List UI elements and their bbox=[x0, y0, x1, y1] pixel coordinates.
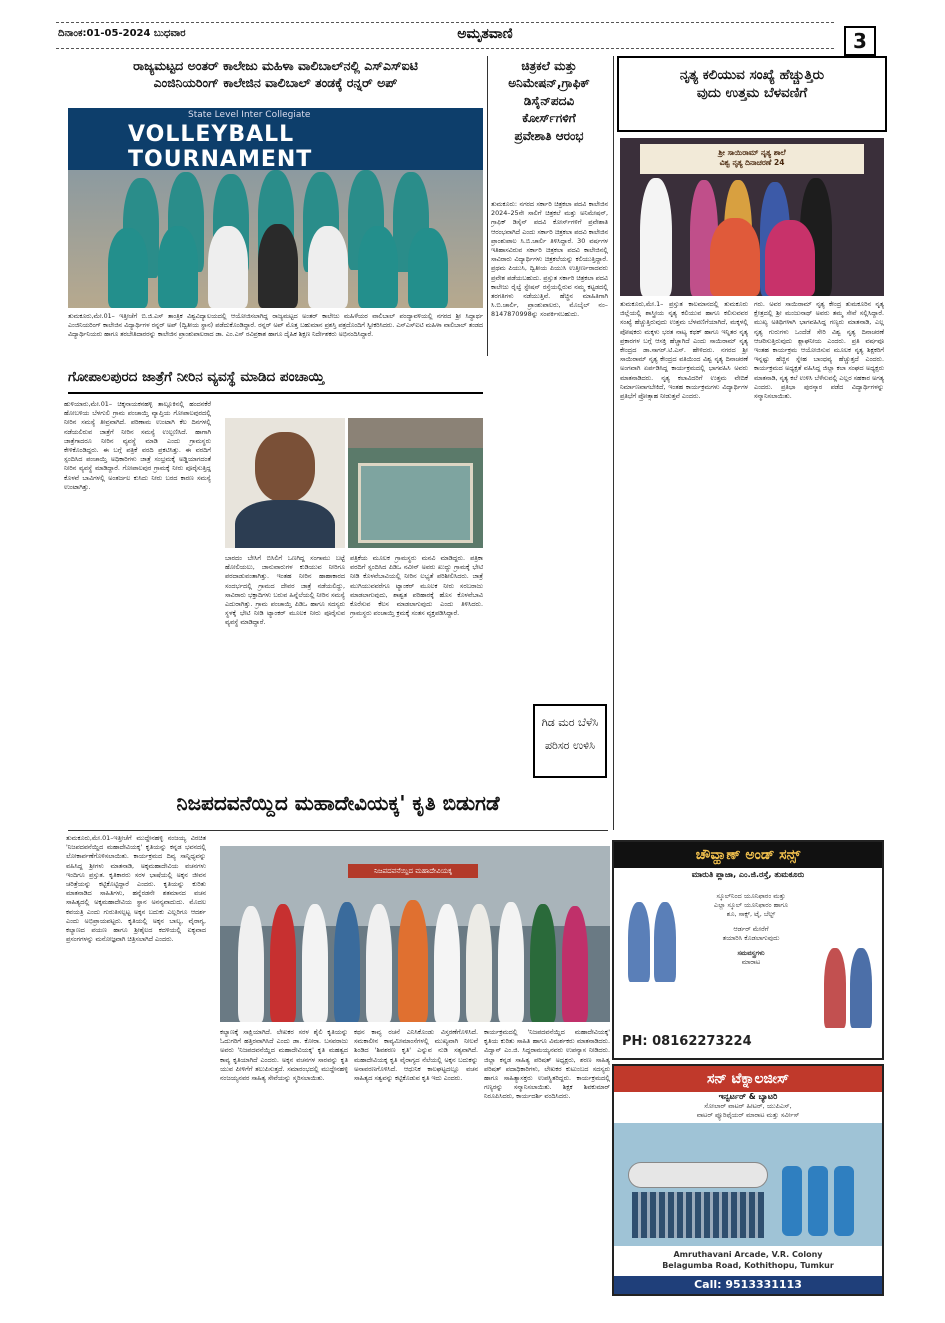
dance-stage-banner-event: ವಿಶ್ವ ನೃತ್ಯ ದಿನಾಚರಣೆ 24 bbox=[719, 158, 785, 167]
ad1-line7: ಮಾರಾಟ bbox=[741, 958, 761, 966]
volleyball-team-photo bbox=[68, 108, 483, 308]
book-col1: ಕಲ್ಯಾಣಕ್ಕೆ ಸಾಕ್ಷಿಯಾಗಿದೆ. ಲೇಖಕರ ಸರಳ ಶೈಲಿ ಕೃತಿಯನ್ನು ಓದುಗರಿಗೆ ಹತ್ತಿರವಾಗಿಸಿದೆ ಎಂದು ಡಾ. ಕೋರಾ. ಬಸವರಾಜು ಅವರು 'ನಿಜಪದವನೆಯ್ದಿದ ಮಹಾದೇವಿಯಕ್ಕ' ಕೃತಿ ಮಹತ್ವದ ಕಾವ್ಯ ಕೃತಿಯಾಗಿದೆ ಎಂದರು. ಅಕ್ಕನ ವಚನಗಳ ಸಾರವನ್ನು ಕೃತಿ ಯುವ ಪೀಳಿಗೆಗೆ ತಲುಪಿಸುತ್ತದೆ. ಸಮಾರಂಭದಲ್ಲಿ ಮುದ್ದೇನಹಳ್ಳಿ ನಂಜಯ್ಯನವರ ಸಾಹಿತ್ಯ ಸೇವೆಯನ್ನು ಸ್ಮರಿಸಲಾಯಿತು. bbox=[220, 1028, 348, 1083]
page-number: 3 bbox=[844, 26, 876, 56]
book-col3: ಕಾರ್ಯಕ್ರಮದಲ್ಲಿ 'ನಿಜಪದವನೆಯ್ದಿದ ಮಹಾದೇವಿಯಕ್ಕ' ಕೃತಿಯ ಕುರಿತು ಸಾಹಿತಿ ಹಾಗೂ ವಿಮರ್ಶಕರು ಮಾತನಾಡಿದರು. ವಿದ್ವಾನ್ ಎಂ.ಜಿ. ಸಿದ್ದರಾಮಯ್ಯನವರು ಉಪನ್ಯಾಸ ನೀಡಿದರು. ಜಿಲ್ಲಾ ಕನ್ನಡ ಸಾಹಿತ್ಯ ಪರಿಷತ್ ಅಧ್ಯಕ್ಷರು, ಶರಣ ಸಾಹಿತ್ಯ ಪರಿಷತ್ ಪದಾಧಿಕಾರಿಗಳು, ಲೇಖಕರ ಕುಟುಂಬದ ಸದಸ್ಯರು ಹಾಗೂ ಸಾಹಿತ್ಯಾಸಕ್ತರು ಉಪಸ್ಥಿತರಿದ್ದರು. ಕಾರ್ಯಕ್ರಮದಲ್ಲಿ ಗಣ್ಯರನ್ನು ಸನ್ಮಾನಿಸಲಾಯಿತು. ಶಿಕ್ಷಕ ಶಿವಕುಮಾರ್ ನಿರೂಪಿಸಿದರು, ಕಾರ್ಯದರ್ಶಿ ವಂದಿಸಿದರು. bbox=[484, 1028, 610, 1101]
slogan-line1: ಗಿಡ ಮರ ಬೆಳೆಸಿ bbox=[541, 716, 599, 729]
dance-col1: ತುಮಕೂರು,ಮೇ.1– ಪ್ರಸ್ತುತ ಕಾಲಮಾನದಲ್ಲಿ ತುಮಕೂರು ಜಿಲ್ಲೆಯಲ್ಲಿ ಶಾಸ್ತ್ರೀಯ ನೃತ್ಯ ಕಲಿಯುವ ಹಾಗೂ ಕಲಿಸುವವರ ಸಂಖ್ಯೆ ಹೆಚ್ಚುತ್ತಿರುವುದು ಉತ್ತಮ ಬೆಳವಣಿಗೆಯಾಗಿದೆ, ಮಕ್ಕಳಲ್ಲಿ ಪೋಷಕರು ಮಕ್ಕಳು ಭರತ ನಾಟ್ಯ ಕಥಕ್ ಹಾಗೂ ಇನ್ನಿತರ ನೃತ್ಯ ಪ್ರಕಾರಗಳ ಬಗ್ಗೆ ಆಸಕ್ತಿ ಹೆಚ್ಚಾಗಿದೆ ಎಂದು ಸಾಯಿರಾಮ್ ನೃತ್ಯ ಕೇಂದ್ರದ ಡಾ.ಸಾಗರ್.ಟಿ.ಎಸ್. ಹೇಳಿದರು. ನಗರದ ಶ್ರೀ ಸಾಯಿರಾಮ್ ನೃತ್ಯ ಕೇಂದ್ರದ ವತಿಯಿಂದ ವಿಶ್ವ ನೃತ್ಯ ದಿನಾಚರಣೆ ಅಂಗವಾಗಿ ಏರ್ಪಡಿಸಿದ್ದ ಕಾರ್ಯಕ್ರಮದಲ್ಲಿ ಭಾಗವಹಿಸಿ ಅವರು ಮಾತನಾಡಿದರು. ನೃತ್ಯ ಕಲಾವಿದರಿಗೆ ಉತ್ತಮ ವೇದಿಕೆ ನಿರ್ಮಾಣವಾಗಬೇಕಿದೆ, ಇಂತಹ ಕಾರ್ಯಕ್ರಮಗಳು ವಿದ್ಯಾರ್ಥಿಗಳ ಪ್ರತಿಭೆಗೆ ಪ್ರೋತ್ಸಾಹ ನೀಡುತ್ತವೆ ಎಂದರು. bbox=[620, 300, 748, 401]
environment-slogan bbox=[533, 704, 607, 778]
animation-headline-line5: ಪ್ರವೇಶಾತಿ ಆರಂಭ bbox=[514, 128, 584, 143]
ad1-text-block bbox=[686, 892, 816, 1022]
ad1-phone: PH: 08162273224 bbox=[622, 1034, 752, 1049]
chauhan-sons-ad bbox=[612, 840, 884, 1060]
ad2-subtitle: ಇನ್ವರ್ಟರ್ & ಬ್ಯಾಟರಿ bbox=[614, 1092, 882, 1102]
volleyball-headline-line2: ಎಂಜಿನಿಯರಿಂಗ್ ಕಾಲೇಜಿನ ವಾಲಿಬಾಲ್ ತಂಡಕ್ಕೆ ರನ್ನರ್ ಅಪ್ bbox=[153, 74, 398, 90]
ad1-line3: ಶೂ, ಸಾಕ್ಸ್, ಟೈ, ಬೆಲ್ಟ್ bbox=[726, 910, 776, 918]
panchayat-col2: ಬಾರದಂ ಬೇಸಿಗೆ ಬಿಸಿಲಿಗೆ ಒಣಗಿದ್ದ ಸಂಗಾಮು ಬಟ್ಟೆ ಹೋಲಿಯಲು, ಜಾನುವಾರುಗಳ ಕುಡಿಯುವ ನೀರಿಗೂ ಪರದಾಡುವಂತಾಗಿತ್ತು. ಇಂತಹ ನೀರಿನ ಹಾಹಾಕಾರದ ಸಂದರ್ಭದಲ್ಲಿ ಗ್ರಾಮದ ದೇವರ ಜಾತ್ರೆ ನಡೆಯಲಿದ್ದು, ಸಾವಿರಾರು ಭಕ್ತಾದಿಗಳು ಬರುವ ಹಿನ್ನೆಲೆಯಲ್ಲಿ ನೀರಿನ ಸಮಸ್ಯೆ ಎದುರಾಗಿತ್ತು. ಗ್ರಾಮ ಪಂಚಾಯ್ತಿ ಪಿಡಿಒ ಹಾಗೂ ಸದಸ್ಯರು ಸ್ಥಳಕ್ಕೆ ಭೇಟಿ ನೀಡಿ ಟ್ಯಾಂಕರ್ ಮೂಲಕ ನೀರು ಪೂರೈಸುವ ವ್ಯವಸ್ಥೆ ಮಾಡಿದ್ದಾರೆ. bbox=[225, 554, 345, 627]
ad2-line1: ಸೋಲಾರ್ ವಾಟರ್ ಹೀಟರ್, ಯುಪಿಎಸ್, bbox=[614, 1102, 882, 1111]
panchayat-headline: ಗೋಪಾಲಪುರದ ಜಾತ್ರೆಗೆ ನೀರಿನ ವ್ಯವಸ್ಥೆ ಮಾಡಿದ ಪಂಚಾಯ್ತಿ bbox=[68, 368, 483, 394]
dance-stage-photo bbox=[620, 138, 884, 296]
ad2-address-line2: Belagumba Road, Kothithopu, Tumkur bbox=[662, 1261, 834, 1270]
ad1-title: ಚೌವ್ಹಾಣ್ ಅಂಡ್ ಸನ್ಸ್ bbox=[614, 842, 882, 868]
banner-title: VOLLEYBALL TOURNAMENT bbox=[128, 122, 313, 170]
volleyball-caption: ತುಮಕೂರು,ಮೇ.01– ಇತ್ತೀಚೆಗೆ ಬಿ.ಜಿ.ಎಸ್ ತಾಂತ್ರಿಕ ವಿಶ್ವವಿದ್ಯಾಲಯದಲ್ಲಿ ಆಯೋಜಿಸಲಾಗಿದ್ದ ರಾಜ್ಯಮಟ್ಟದ ಅಂತರ್ ಕಾಲೇಜು ಮಹಿಳೆಯರ ವಾಲಿಬಾಲ್ ಪಂದ್ಯಾವಳಿಯಲ್ಲಿ ನಗರದ ಶ್ರೀ ಸಿದ್ಧಾರ್ಥ ಎಂಜಿನಿಯರಿಂಗ್ ಕಾಲೇಜಿನ ವಿದ್ಯಾರ್ಥಿಗಳ ರನ್ನರ್ ಅಪ್ (ದ್ವಿತೀಯ ಸ್ಥಾನ) ಪಡೆದುಕೊಂಡಿದ್ದಾರೆ. ರನ್ನರ್ ಅಪ್ ಮೊತ್ತ ಬಹುಮಾನ ಪ್ರಶಸ್ತಿ ಪತ್ರದೊಂದಿಗೆ ಸ್ವೀಕರಿಸಿದರು. ಎಸ್‌ಎಸ್‌ಐಟಿ ಮಹಿಳಾ ವಾಲಿಬಾಲ್ ತಂಡದ ವಿದ್ಯಾರ್ಥಿನಿಯರು ಹಾಗೂ ತರಬೇತಿದಾರರನ್ನು ಕಾಲೇಜಿನ ಪ್ರಾಂಶುಪಾಲರಾದ ಡಾ. ಎಂ.ಎಸ್ ರವಿಪ್ರಕಾಶ ಹಾಗೂ ದೈಹಿಕ ಶಿಕ್ಷಣ ನಿರ್ದೇಶಕರು ಅಭಿನಂದಿಸಿದ್ದಾರೆ. bbox=[68, 313, 483, 338]
ad2-title: ಸನ್ ಟೆಕ್ನಾಲಜೀಸ್ bbox=[614, 1066, 882, 1092]
book-col-left: ತುಮಕೂರು,ಮೇ.01–ಇತ್ತೀಚೆಗೆ ಮುದ್ದೇನಹಳ್ಳಿ ನಂಜಯ್ಯ ವಿರಚಿತ 'ನಿಜಪದವನೆಯ್ದಿದ ಮಹಾದೇವಿಯಕ್ಕ' ಕೃತಿಯನ್ನು ಕನ್ನಡ ಭವನದಲ್ಲಿ ಲೋಕಾರ್ಪಣೆಗೊಳಿಸಲಾಯಿತು. ಕಾರ್ಯಕ್ರಮದ ದಿವ್ಯ ಸಾನ್ನಿಧ್ಯವನ್ನು ವಹಿಸಿದ್ದ ಶ್ರೀಗಳು ಮಾತನಾಡಿ, ಅಕ್ಕಮಹಾದೇವಿಯ ವಚನಗಳು ಇಂದಿಗೂ ಪ್ರಸ್ತುತ. ಕೃತಿಕಾರರು ಸರಳ ಭಾಷೆಯಲ್ಲಿ ಅಕ್ಕನ ಜೀವನ ಚರಿತ್ರೆಯನ್ನು ಕಟ್ಟಿಕೊಟ್ಟಿದ್ದಾರೆ ಎಂದರು. ಕೃತಿಯನ್ನು ಕುರಿತು ಮಾತನಾಡಿದ ಸಾಹಿತಿಗಳು, ಹನ್ನೆರಡನೇ ಶತಮಾನದ ವಚನ ಸಾಹಿತ್ಯದಲ್ಲಿ ಅಕ್ಕಮಹಾದೇವಿಯ ಸ್ಥಾನ ಅನನ್ಯವಾದುದು. ಮೊದಲ ಕವಯತ್ರಿ ಎಂದು ಗುರುತಿಸಲ್ಪಟ್ಟ ಅಕ್ಕನ ಬದುಕು ಎಲ್ಲರಿಗೂ ಆದರ್ಶ ಎಂದು ಅಭಿಪ್ರಾಯಪಟ್ಟರು. ಕೃತಿಯಲ್ಲಿ ಅಕ್ಕನ ಬಾಲ್ಯ, ವೈರಾಗ್ಯ, ಕಲ್ಯಾಣದ ಪಯಣ ಹಾಗೂ ಶ್ರೀಶೈಲದ ಕದಳಿಯಲ್ಲಿ ಐಕ್ಯವಾದ ಪ್ರಸಂಗಗಳನ್ನು ಮನೋಜ್ಞವಾಗಿ ಚಿತ್ರಿಸಲಾಗಿದೆ ಎಂದರು. bbox=[66, 834, 206, 944]
water-tank-photo bbox=[348, 418, 483, 548]
book-col2: ಕಥನ ಕಾವ್ಯ ರಚನೆ ಎನಿಸಿಕೊಂಡು ವಿಸ್ತರಣೆಗೊಳಿಸಿದೆ. ಸಮಕಾಲೀನ ಕಾವ್ಯಮೀಮಾಂಸೆಗಳಲ್ಲಿ ಮುಖ್ಯವಾಗಿ ನೀಲವೆ ಶಿಂಡಿದ 'ಶಿವಶರಣ ಕೃತಿ' ಎನ್ನುವ ನುಡಿ ಸತ್ಯವಾಗಿದೆ. ಮಹಾದೇವಿಯಕ್ಕ ಕೃತಿ ವೈರಾಗ್ಯದ ನೆಲೆಯಲ್ಲಿ ಅಕ್ಕನ ಬದುಕನ್ನು ಅನಾವರಣಗೊಳಿಸಿದೆ. ಆಧುನಿಕ ಕಾಲಘಟ್ಟದಲ್ಲೂ ವಚನ ಸಾಹಿತ್ಯದ ಸತ್ವವನ್ನು ಕಟ್ಟಿಕೊಡುವ ಕೃತಿ ಇದು ಎಂದರು. bbox=[354, 1028, 478, 1083]
tournament-banner bbox=[68, 108, 483, 170]
animation-headline-line2: ಅನಿಮೇಷನ್,ಗ್ರಾಫಿಕ್ bbox=[508, 76, 590, 91]
dance-headline-line2: ವುದು ಉತ್ತಮ ಬೆಳವಣಿಗೆ bbox=[696, 85, 808, 102]
sun-technologies-ad bbox=[612, 1064, 884, 1296]
dance-stage-banner-title: ಶ್ರೀ ಸಾಯಿರಾಮ್ ನೃತ್ಯ ಶಾಲೆ bbox=[718, 148, 786, 157]
water-purifier-image bbox=[778, 1162, 874, 1242]
masthead: ಅಮೃತವಾಣಿ bbox=[457, 26, 513, 42]
animation-headline-line4: ಕೋರ್ಸ್‌ಗಳಿಗೆ bbox=[522, 111, 576, 126]
kids-uniform-image-2 bbox=[820, 938, 876, 1038]
ad1-line4: ಆರ್ಡರ್ ಮೇರೆಗೆ bbox=[733, 925, 769, 933]
ad1-line1: ಸ್ಕೂಲ್‌ನಿಂದ ಯೂನಿಫಾರಂ ಮತ್ತು bbox=[716, 892, 786, 900]
official-portrait bbox=[225, 418, 345, 548]
animation-body: ತುಮಕೂರು: ನಗರದ ಸರ್ಕಾರಿ ಚಿತ್ರಕಲಾ ಪದವಿ ಕಾಲೇಜಿನ 2024–25ನೇ ಸಾಲಿಗೆ ಚಿತ್ರಕಲೆ ಮತ್ತು ಅನಿಮೇಷನ್, ಗ್ರಾಫಿಕ್ ಡಿಸೈನ್ ಪದವಿ ಕೋರ್ಸ್‌ಗಳಿಗೆ ಪ್ರವೇಶಾತಿ ಆರಂಭವಾಗಿದೆ ಎಂದು ಸರ್ಕಾರಿ ಚಿತ್ರಕಲಾ ಪದವಿ ಕಾಲೇಜಿನ ಪ್ರಾಂಶುಪಾಲ ಸಿ.ಬಿ.ಚಾರ್ಲಿ ತಿಳಿಸಿದ್ದಾರೆ. 30 ವರ್ಷಗಳ ಇತಿಹಾಸವಿರುವ ಸರ್ಕಾರಿ ಚಿತ್ರಕಲಾ ಪದವಿ ಕಾಲೇಜಿನಲ್ಲಿ ಸಾವಿರಾರು ವಿದ್ಯಾರ್ಥಿಗಳು ಚಿತ್ರಕಲೆಯನ್ನು ಕಲಿಯುತ್ತಿದ್ದಾರೆ. ಪ್ರಥಮ ಪಿಯುಸಿ, ದ್ವಿತೀಯ ಪಿಯುಸಿ ಉತ್ತೀರ್ಣರಾದವರು ಪ್ರವೇಶ ಪಡೆಯಬಹುದು. ಪ್ರಸ್ತುತ ಸರ್ಕಾರಿ ಚಿತ್ರಕಲಾ ಪದವಿ ಕಾಲೇಜು ರೈಲ್ವೆ ಸ್ಟೇಷನ್ ರಸ್ತೆಯಲ್ಲಿರುವ ನಮ್ಮ ಕಟ್ಟಡದಲ್ಲಿ ತರಗತಿಗಳು ನಡೆಯುತ್ತಿವೆ. ಹೆಚ್ಚಿನ ಮಾಹಿತಿಗಾಗಿ ಸಿ.ಬಿ.ಚಾರ್ಲಿ, ಪ್ರಾಂಶುಪಾಲರು, ಮೊಬೈಲ್ ನಂ–8147870998ನ್ನು ಸಂಪರ್ಕಿಸಬಹುದು. bbox=[491, 200, 608, 319]
ad1-line6: ಸಮವಸ್ತ್ರಗಳು bbox=[737, 949, 765, 957]
issue-date: ದಿನಾಂಕ:01-05-2024 ಬುಧವಾರ bbox=[58, 28, 186, 39]
ad2-line2: ವಾಟರ್ ಪ್ಯೂರಿಫೈಯರ್ ಮಾರಾಟ ಮತ್ತು ಸರ್ವೀಸ್ bbox=[614, 1111, 882, 1123]
ad1-line2: ಎಲ್ಲಾ ಸ್ಕೂಲ್ ಯೂನಿಫಾರಂ ಹಾಗೂ bbox=[713, 901, 789, 909]
book-headline: ನಿಜಪದವನೆಯ್ದಿದ ಮಹಾದೇವಿಯಕ್ಕ' ಕೃತಿ ಬಿಡುಗಡೆ bbox=[176, 791, 500, 815]
slogan-line2: ಪರಿಸರ ಉಳಿಸಿ bbox=[544, 738, 596, 752]
animation-headline-line1: ಚಿತ್ರಕಲೆ ಮತ್ತು bbox=[521, 59, 577, 73]
panchayat-col1: ಹುಳಿಯಾರು,ಮೇ.01– ಚಿಕ್ಕನಾಯಕನಹಳ್ಳಿ ತಾಲ್ಲೂಕಿನಲ್ಲಿ ಹಂದನಕೆರೆ ಹೋಬಳಿಯ ಬೆಳಗುಲಿ ಗ್ರಾಮ ಪಂಚಾಯ್ತಿ ವ್ಯಾಪ್ತಿಯ ಗೋಪಾಲಪುರದಲ್ಲಿ ನೀರಿನ ಸಮಸ್ಯೆ ತೀವ್ರವಾಗಿದೆ. ಪರಿಣಾಮ ಉಂಟಾಗಿ ಕೆಲ ದಿನಗಳಲ್ಲಿ ನಡೆಯಲಿರುವ ಜಾತ್ರೆಗೆ ನೀರಿನ ಸಮಸ್ಯೆ ಉಲ್ಬಣಿಸಿದೆ. ಹಾಗಾಗಿ ಜಾತ್ರೆಗಾದರೂ ನೀರಿನ ವ್ಯವಸ್ಥೆ ಮಾಡಿ ಎಂದು ಗ್ರಾಮಸ್ಥರು ಕೇಳಿಕೊಂಡಿದ್ದರು. ಈ ಬಗ್ಗೆ ಪತ್ರಿಕೆ ವರದಿ ಪ್ರಕಟಿಸಿತ್ತು. ಈ ವರದಿಗೆ ಸ್ಪಂದಿಸಿದ ಪಂಚಾಯ್ತಿ ಅಧಿಕಾರಿಗಳು ಜಾತ್ರೆ ಸಂಭ್ರಮಕ್ಕೆ ಅಡ್ಡಿಯಾಗದಂತೆ ನೀರಿನ ವ್ಯವಸ್ಥೆ ಮಾಡಿದ್ದಾರೆ. ಗೋಪಾಲಪುರ ಗ್ರಾಮಕ್ಕೆ ನೀರು ಪೂರೈಸುತ್ತಿದ್ದ ಕೊಳವೆ ಬಾವಿಗಳಲ್ಲಿ ಅಂತರ್ಜಲ ಕುಸಿದು ನೀರು ಬರದ ಕಾರಣ ಸಮಸ್ಯೆ ಉಂಟಾಗಿತ್ತು. bbox=[64, 400, 211, 491]
banner-subtitle: State Level Inter Collegiate bbox=[188, 110, 311, 120]
dance-headline bbox=[617, 56, 887, 132]
solar-heater-image bbox=[628, 1162, 768, 1242]
animation-headline-line3: ಡಿಸೈನ್‌ಪದವಿ bbox=[523, 93, 575, 108]
ad2-address-line1: Amruthavani Arcade, V.R. Colony bbox=[673, 1250, 823, 1259]
book-release-photo bbox=[220, 846, 610, 1022]
ad2-phone: Call: 9513331113 bbox=[614, 1276, 882, 1294]
animation-headline bbox=[490, 58, 608, 198]
panchayat-col3: ಪತ್ರಿಕೆಯ ಮೂಲಕ ಗ್ರಾಮಸ್ಥರು ಮನವಿ ಮಾಡಿದ್ದರು. ಪತ್ರಿಕಾ ವರದಿಗೆ ಸ್ಪಂದಿಸಿದ ಪಿಡಿಒ ನವೀನ್ ಅವರು ಖುದ್ದು ಗ್ರಾಮಕ್ಕೆ ಭೇಟಿ ನೀಡಿ ಕೊಳವೆಬಾವಿಯಲ್ಲಿ ನೀರಿನ ಲಭ್ಯತೆ ಪರಿಶೀಲಿಸಿದರು. ಜಾತ್ರೆ ಮುಗಿಯುವವರೆಗೂ ಟ್ಯಾಂಕರ್ ಮೂಲಕ ನೀರು ಸರಬರಾಜು ಮಾಡಲಾಗುವುದು, ಶಾಶ್ವತ ಪರಿಹಾರಕ್ಕೆ ಹೊಸ ಕೊಳವೆಬಾವಿ ಕೊರೆಸುವ ಕೆಲಸ ಮಾಡಲಾಗುವುದು ಎಂದು ತಿಳಿಸಿದರು. ಗ್ರಾಮಸ್ಥರು ಪಂಚಾಯ್ತಿ ಕ್ರಮಕ್ಕೆ ಸಂತಸ ವ್ಯಕ್ತಪಡಿಸಿದ್ದಾರೆ. bbox=[350, 554, 483, 618]
ad1-subtitle: ಮಾರುತಿ ಪ್ಲಾಜಾ, ಎಂ.ಜಿ.ರಸ್ತೆ, ತುಮಕೂರು bbox=[691, 870, 805, 879]
volleyball-headline bbox=[68, 58, 483, 106]
volleyball-headline-line1: ರಾಜ್ಯಮಟ್ಟದ ಅಂತರ್ ಕಾಲೇಜು ಮಹಿಳಾ ವಾಲಿಬಾಲ್‌ನಲ್ಲಿ ಎಸ್‌ಎಸ್‌ಐಟಿ bbox=[133, 58, 418, 73]
dance-col2: ಗರು. ಅವರ ಸಾಯಿರಾಮ್ ನೃತ್ಯ ಕೇಂದ್ರ ತುಮಕೂರಿನ ನೃತ್ಯ ಕ್ಷೇತ್ರದಲ್ಲಿ ಶ್ರೀ ಮಂಜುನಾಥ್ ಅವರು ತಮ್ಮ ಸೇವೆ ಸಲ್ಲಿಸಿದ್ದಾರೆ. ಮುಖ್ಯ ಅತಿಥಿಗಳಾಗಿ ಭಾಗವಹಿಸಿದ್ದ ಗಣ್ಯರು ಮಾತನಾಡಿ, ಎಲ್ಲ ನೃತ್ಯ ಗುರುಗಳು ಒಂದೆಡೆ ಸೇರಿ ವಿಶ್ವ ನೃತ್ಯ ದಿನಾಚರಣೆ ಆಚರಿಸುತ್ತಿರುವುದು ಶ್ಲಾಘನೀಯ ಎಂದರು. ಪ್ರತಿ ವರ್ಷವೂ ಇಂತಹ ಕಾರ್ಯಕ್ರಮ ಆಯೋಜಿಸುವ ಮೂಲಕ ನೃತ್ಯ ಶಿಕ್ಷಕರಿಗೆ ಇನ್ನಷ್ಟು ಹೆಚ್ಚಿನ ಸ್ನೇಹ ಬಾಂಧವ್ಯ ಹೆಚ್ಚುತ್ತದೆ ಎಂದರು. ಕಾರ್ಯಕ್ರಮದ ಅಧ್ಯಕ್ಷತೆ ವಹಿಸಿದ್ದ ಜಿಲ್ಲಾ ಕಲಾ ಸಂಘದ ಅಧ್ಯಕ್ಷರು ಮಾತನಾಡಿ, ನೃತ್ಯ ಕಲೆ ಉಳಿಸಿ ಬೆಳೆಸುವಲ್ಲಿ ಎಲ್ಲರ ಸಹಕಾರ ಅಗತ್ಯ ಎಂದರು. ಪ್ರತಿಭಾ ಪುರಸ್ಕಾರ ಪಡೆದ ವಿದ್ಯಾರ್ಥಿಗಳನ್ನು ಸನ್ಮಾನಿಸಲಾಯಿತು. bbox=[754, 300, 884, 401]
dance-stage-banner bbox=[640, 144, 864, 174]
kids-uniform-image bbox=[624, 892, 680, 992]
ad1-line5: ತಯಾರಿಸಿ ಕೊಡಲಾಗುವುದು bbox=[722, 934, 780, 942]
dance-headline-line1: ನೃತ್ಯ ಕಲಿಯುವ ಸಂಖ್ಯೆ ಹೆಚ್ಚುತ್ತಿರು bbox=[679, 67, 825, 83]
book-stage-banner: ನಿಜಪದವನೆಯ್ದಿದ ಮಹಾದೇವಿಯಕ್ಕ bbox=[348, 864, 478, 878]
ad2-address bbox=[614, 1246, 882, 1276]
